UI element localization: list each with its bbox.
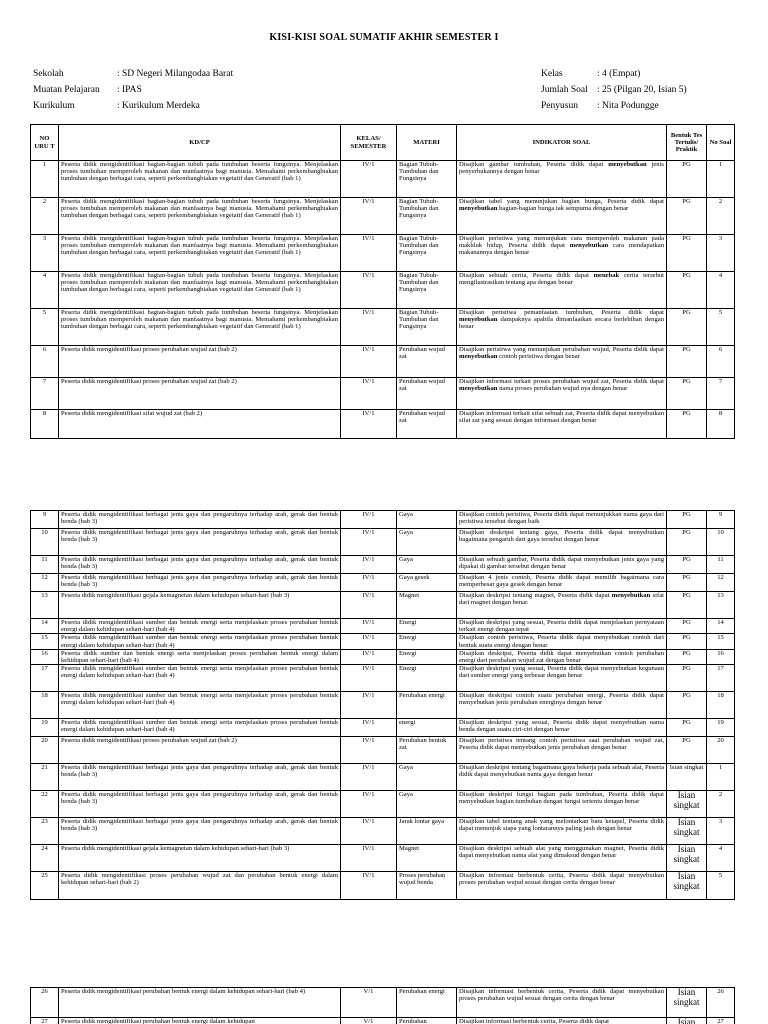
cell-indikator bbox=[457, 634, 667, 649]
cell-bentuk: PG bbox=[667, 161, 707, 198]
cell-kelas: IV/1 bbox=[341, 556, 397, 574]
cell-no-urut: 13 bbox=[31, 592, 59, 619]
indikator-text: Disajikan deskripsi yang sesuai, Peserta didik dapat menyebutkan nama benda dengan suatu ciri-ciri dengan benar bbox=[459, 719, 664, 734]
cell-no-soal: 20 bbox=[707, 737, 735, 764]
cell-materi: Gaya bbox=[397, 764, 457, 791]
cell-bentuk: PG bbox=[667, 719, 707, 737]
cell-bentuk: PG bbox=[667, 235, 707, 272]
cell-no-urut: 19 bbox=[31, 719, 59, 737]
cell-kdcp: Peserta didik mengidentifikasi sumber dan bentuk energi serta menjelaskan proses perubahan bentuk energi dalam kehidupan sehari-hari (bab 4) bbox=[59, 665, 341, 692]
info-row-kurikulum bbox=[33, 98, 233, 114]
cell-materi: Magnet bbox=[397, 845, 457, 872]
cell-kdcp: Peserta didik mengidentifikasi sumber dan bentuk energi serta menjelaskan proses perubahan bentuk energi dalam kehidupan sehari-hari (bab 4) bbox=[59, 719, 341, 737]
cell-bentuk: Isian singkat bbox=[667, 872, 707, 900]
cell-bentuk: Isian bbox=[667, 1018, 707, 1024]
cell-indikator bbox=[457, 988, 667, 1018]
cell-kelas: IV/1 bbox=[341, 649, 397, 664]
cell-no-urut: 23 bbox=[31, 818, 59, 845]
cell-no-soal: 12 bbox=[707, 574, 735, 592]
table-row bbox=[31, 309, 735, 346]
cell-kelas: IV/1 bbox=[341, 511, 397, 529]
cell-bentuk: PG bbox=[667, 529, 707, 556]
indikator-text: Disajikan gambar tumbuhan, Peserta didik dapat bbox=[459, 161, 609, 168]
cell-no-soal: 16 bbox=[707, 649, 735, 664]
cell-bentuk: PG bbox=[667, 634, 707, 649]
indikator-text: Disajikan informasi berbentuk cerita, Peserta didik dapat bbox=[459, 1018, 609, 1024]
cell-indikator bbox=[457, 556, 667, 574]
cell-materi: Perubahan wujud zat bbox=[397, 346, 457, 378]
cell-kdcp: Peserta didik mengidentifikasi bagian-bagian tubuh pada tumbuhan beserta fungsinya. Menjelaskan proses tumbuhan memperoleh makanan dan manfaatnya bagi manusia. Memahami perkembangbiakan tumbuhan dengan berbagai cara, seperti perkembangbiakan vegetatif dan Generatif (bab 1) bbox=[59, 235, 341, 272]
cell-kdcp: Peserta didik mengidentifikasi sifat wujud zat (bab 2) bbox=[59, 410, 341, 439]
cell-indikator bbox=[457, 845, 667, 872]
cell-materi: Bagian Tubuh-Tumbuhan dan Fungsinya bbox=[397, 309, 457, 346]
indikator-text: nama proses perubahan wujud nya dengan benar bbox=[497, 385, 628, 393]
cell-no-urut: 24 bbox=[31, 845, 59, 872]
indikator-text: Disajikan tabel tentang anak yang melontarkan batu ketapel, Peserta didik dapat menunjuk siapa yang lontarannya paling jauh dengan benar bbox=[459, 818, 664, 833]
cell-no-urut: 6 bbox=[31, 346, 59, 378]
cell-no-soal: 11 bbox=[707, 556, 735, 574]
indikator-text: bagian-bagian bunga tak sempurna dengan benar bbox=[497, 205, 629, 213]
cell-indikator bbox=[457, 346, 667, 378]
cell-kdcp: Peserta didik mengidentifikasi sumber dan bentuk energi serta menjelaskan proses perubahan bentuk energi dalam kehidupan sehari-hari (bab 4) bbox=[59, 619, 341, 634]
cell-materi: Perubahan wujud zat bbox=[397, 410, 457, 439]
cell-materi: Jarak lontar gaya bbox=[397, 818, 457, 845]
indikator-text: cerita tersebut mengilustrasikan tentang apa dengan benar bbox=[459, 272, 665, 287]
info-value: : Kurikulum Merdeka bbox=[117, 101, 200, 111]
cell-kelas: IV/1 bbox=[341, 309, 397, 346]
cell-materi: Bagian Tubuh-Tumbuhan dan Fungsinya bbox=[397, 198, 457, 235]
cell-materi: Energi bbox=[397, 634, 457, 649]
table-row bbox=[31, 791, 735, 818]
cell-kelas: IV/1 bbox=[341, 161, 397, 198]
cell-kelas: IV/1 bbox=[341, 692, 397, 719]
cell-no-urut: 26 bbox=[31, 988, 59, 1018]
cell-indikator bbox=[457, 619, 667, 634]
cell-indikator bbox=[457, 511, 667, 529]
table-row bbox=[31, 511, 735, 529]
indikator-text: Disajikan informasi terkait proses perubahan wujud zat, Peserta didik dapat bbox=[459, 378, 664, 385]
cell-indikator bbox=[457, 592, 667, 619]
indikator-keyword: menyebutkan bbox=[459, 385, 498, 393]
cell-indikator bbox=[457, 764, 667, 791]
indikator-text: Disajikan peristiwa tentang contoh peristiwa saat perubahan wujud zat, Peserta didik dapat menyebutkan jenis perubahan dengan benar bbox=[459, 737, 664, 752]
cell-indikator bbox=[457, 574, 667, 592]
indikator-text: Disajikan deskripsi tentang bagaimana gaya bekerja pada sebuah alat, Peserta didik dapat menyebutkan nama gaya dengan benar bbox=[459, 764, 664, 779]
cell-kelas: IV/1 bbox=[341, 818, 397, 845]
cell-kdcp: Peserta didik mengidentifikasi perubahan bentuk energi dalam kehidupan sehari-hari (bab 4) bbox=[59, 988, 341, 1018]
cell-no-urut: 11 bbox=[31, 556, 59, 574]
cell-no-soal: 26 bbox=[707, 988, 735, 1018]
info-value: : Nita Podungge bbox=[597, 101, 659, 111]
table-row bbox=[31, 161, 735, 198]
cell-materi: Gaya bbox=[397, 529, 457, 556]
cell-kdcp: Peserta didik mengidentifikasi sumber dan bentuk energi serta menjelaskan proses perubahan bentuk energi dalam kehidupan sehari-hari (bab 4) bbox=[59, 692, 341, 719]
table-row bbox=[31, 529, 735, 556]
info-left bbox=[33, 66, 233, 114]
cell-no-soal: 27 bbox=[707, 1018, 735, 1024]
cell-indikator bbox=[457, 198, 667, 235]
cell-bentuk: PG bbox=[667, 649, 707, 664]
indikator-text: contoh peristiwa dengan benar bbox=[497, 353, 580, 361]
header-materi: MATERI bbox=[397, 125, 457, 161]
cell-materi: Bagian Tubuh-Tumbuhan dan Fungsinya bbox=[397, 161, 457, 198]
cell-kelas: IV/1 bbox=[341, 574, 397, 592]
cell-no-urut: 7 bbox=[31, 378, 59, 410]
info-row-jumlah-soal bbox=[541, 82, 687, 98]
table-row bbox=[31, 1018, 735, 1024]
indikator-text: Disajikan contoh peristiwa, Peserta didik dapat menyebutkan contoh dari bentuk suatu energi dengan benar bbox=[459, 634, 664, 649]
table-row bbox=[31, 619, 735, 634]
cell-indikator bbox=[457, 378, 667, 410]
indikator-keyword: menyebutkan bbox=[459, 353, 498, 361]
cell-kelas: IV/1 bbox=[341, 410, 397, 439]
indikator-text: Disajikan deskripsi fungsi bagian pada tumbuhan, Peserta didik dapat menyebutkan bagian tumbuhan dengan fungsi tertentu dengan benar bbox=[459, 791, 664, 806]
cell-materi: Proses perubahan wujud benda bbox=[397, 872, 457, 900]
indikator-text: Disajikan deskripsi tentang magnet, Peserta didik dapat bbox=[459, 592, 612, 599]
cell-materi: Gaya bbox=[397, 791, 457, 818]
cell-no-urut: 20 bbox=[31, 737, 59, 764]
cell-indikator bbox=[457, 649, 667, 664]
cell-kelas: IV/1 bbox=[341, 634, 397, 649]
table-row bbox=[31, 845, 735, 872]
table-row bbox=[31, 235, 735, 272]
cell-bentuk: Isian singkat bbox=[667, 791, 707, 818]
cell-kdcp: Peserta didik mengidentifikasi berbagai jenis gaya dan pengaruhnya terhadap arah, gerak dan bentuk benda (bab 3) bbox=[59, 764, 341, 791]
cell-bentuk: PG bbox=[667, 592, 707, 619]
cell-bentuk: PG bbox=[667, 737, 707, 764]
cell-kelas: IV/1 bbox=[341, 592, 397, 619]
table-row bbox=[31, 692, 735, 719]
indikator-text: Disajikan deskripsi sebuah alat yang menggunakan magnet, Peserta didik dapat menyebutkan nama alat yang dimaksud dengan benar bbox=[459, 845, 664, 860]
indikator-keyword: menyebutkan bbox=[459, 205, 498, 213]
cell-kelas: IV/1 bbox=[341, 619, 397, 634]
indikator-text: Disajikan deskripsi yang sesuai, Peserta didik dapat menjelaskan pernyataan terkait energi dengan tepat bbox=[459, 619, 664, 634]
cell-bentuk: PG bbox=[667, 272, 707, 309]
kisi-table-part-1 bbox=[30, 124, 735, 439]
cell-materi: Perubahan bentuk zat bbox=[397, 737, 457, 764]
cell-no-urut: 21 bbox=[31, 764, 59, 791]
cell-no-soal: 7 bbox=[707, 378, 735, 410]
cell-materi: Gaya gesek bbox=[397, 574, 457, 592]
document-title: KISI-KISI SOAL SUMATIF AKHIR SEMESTER I bbox=[269, 32, 499, 43]
cell-no-urut: 17 bbox=[31, 665, 59, 692]
cell-bentuk: PG bbox=[667, 346, 707, 378]
table-row bbox=[31, 872, 735, 900]
cell-indikator bbox=[457, 235, 667, 272]
table-row bbox=[31, 665, 735, 692]
indikator-keyword: menyebutkan bbox=[611, 592, 651, 599]
cell-no-soal: 10 bbox=[707, 529, 735, 556]
info-label: Kelas bbox=[541, 69, 563, 79]
cell-kdcp: Peserta didik mengidentifikasi berbagai jenis gaya dan pengaruhnya terhadap arah, gerak dan bentuk benda (bab 3) bbox=[59, 556, 341, 574]
kisi-table-part-2 bbox=[30, 510, 735, 900]
cell-bentuk: Isian singkat bbox=[667, 988, 707, 1018]
cell-materi: Energi bbox=[397, 619, 457, 634]
cell-indikator bbox=[457, 1018, 667, 1024]
table-row bbox=[31, 410, 735, 439]
cell-no-urut: 14 bbox=[31, 619, 59, 634]
cell-kdcp: Peserta didik mengidentifikasi perubahan bentuk energi dalam kehidupan bbox=[59, 1018, 341, 1024]
cell-no-soal: 14 bbox=[707, 619, 735, 634]
indikator-text: Disajikan deskripsi tentang gaya, Peserta didik dapat menyebutkan bagaimana pengaruh dari gaya tersebut dengan benar bbox=[459, 529, 664, 544]
cell-materi: Energi bbox=[397, 649, 457, 664]
indikator-text: Disajikan sebuah gambar, Peserta didik dapat menyebutkan jenis gaya yang dipakai di gambar tersebut dengan benar bbox=[459, 556, 664, 571]
cell-no-urut: 9 bbox=[31, 511, 59, 529]
header-indikator: INDIKATOR SOAL bbox=[457, 125, 667, 161]
cell-bentuk: PG bbox=[667, 410, 707, 439]
cell-kelas: IV/1 bbox=[341, 272, 397, 309]
cell-kdcp: Peserta didik mengidentifikasi berbagai jenis gaya dan pengaruhnya terhadap arah, gerak dan bentuk benda (bab 3) bbox=[59, 791, 341, 818]
indikator-text: jenis penyerbukannya dengan benar bbox=[459, 161, 664, 176]
cell-no-urut: 8 bbox=[31, 410, 59, 439]
cell-no-soal: 4 bbox=[707, 845, 735, 872]
indikator-text: Disajikan deskripsi, Peserta didik dapat menyebutkan contoh perubahan energi dari perubahan wujud zat dengan benar bbox=[459, 649, 664, 665]
table-row bbox=[31, 574, 735, 592]
indikator-text: sifat dari magnet dengan benar. bbox=[459, 592, 664, 607]
cell-indikator bbox=[457, 719, 667, 737]
cell-kdcp: Peserta didik mengidentifikasi bagian-bagian tubuh pada tumbuhan beserta fungsinya. Menjelaskan proses tumbuhan memperoleh makanan dan manfaatnya bagi manusia. Memahami perkembangbiakan tumbuhan dengan berbagai cara, seperti perkembangbiakan vegetatif dan Generatif (bab 1) bbox=[59, 272, 341, 309]
cell-indikator bbox=[457, 818, 667, 845]
indikator-keyword: menyebutkan bbox=[569, 242, 609, 250]
cell-bentuk: PG bbox=[667, 574, 707, 592]
cell-indikator bbox=[457, 791, 667, 818]
indikator-text: dampaknya apabila dimanfaatkan secara berlebihan dengan benar bbox=[459, 316, 664, 331]
header-no-soal: No Soal bbox=[707, 125, 735, 161]
cell-no-urut: 22 bbox=[31, 791, 59, 818]
cell-kelas: IV/1 bbox=[341, 719, 397, 737]
cell-kelas: V/1 bbox=[341, 1018, 397, 1024]
cell-kelas: IV/1 bbox=[341, 198, 397, 235]
cell-no-urut: 1 bbox=[31, 161, 59, 198]
info-value: : 4 (Empat) bbox=[597, 69, 641, 79]
kisi-table-part-3 bbox=[30, 987, 735, 1024]
cell-kdcp: Peserta didik mengidentifikasi bagian-bagian tubuh pada tumbuhan beserta fungsinya. Menjelaskan proses tumbuhan memperoleh makanan dan manfaatnya bagi manusia. Memahami perkembangbiakan tumbuhan dengan berbagai cara, seperti perkembangbiakan vegetatif dan Generatif (bab 1) bbox=[59, 309, 341, 346]
cell-indikator bbox=[457, 737, 667, 764]
cell-no-soal: 17 bbox=[707, 665, 735, 692]
cell-no-soal: 5 bbox=[707, 872, 735, 900]
cell-indikator bbox=[457, 161, 667, 198]
cell-kelas: V/1 bbox=[341, 988, 397, 1018]
cell-materi: Magnet bbox=[397, 592, 457, 619]
cell-bentuk: PG bbox=[667, 665, 707, 692]
indikator-text: Disajikan peristiwa yang menunjukan perubahan wujud, Peserta didik dapat bbox=[459, 346, 664, 353]
cell-no-soal: 2 bbox=[707, 791, 735, 818]
cell-no-urut: 12 bbox=[31, 574, 59, 592]
cell-no-urut: 16 bbox=[31, 649, 59, 664]
indikator-text: Disajikan tabel yang menunjukan bagian bunga, Peserta didik dapat bbox=[459, 198, 664, 205]
cell-kdcp: Peserta didik mengidentifikasi gejala kemagnetan dalam kehidupan sehari-hari (bab 3) bbox=[59, 845, 341, 872]
cell-kdcp: Peserta didik mengidentifikasi proses perubahan wujud zat (bab 2) bbox=[59, 346, 341, 378]
cell-materi: Perubahan wujud zat bbox=[397, 378, 457, 410]
info-row-sekolah bbox=[33, 66, 233, 82]
indikator-keyword: menyebutkan bbox=[608, 161, 647, 168]
cell-materi: Perubahan energi bbox=[397, 988, 457, 1018]
cell-kdcp: Peserta didik mengidentifikasi berbagai jenis gaya dan pengaruhnya terhadap arah, gerak dan bentuk benda (bab 3) bbox=[59, 529, 341, 556]
header-kelas: KELAS/ SEMESTER bbox=[341, 125, 397, 161]
table-row bbox=[31, 198, 735, 235]
cell-no-soal: 13 bbox=[707, 592, 735, 619]
cell-materi: Perubahan energi bbox=[397, 692, 457, 719]
cell-no-soal: 2 bbox=[707, 198, 735, 235]
cell-kdcp: Peserta didik mengidentifikasi proses perubahan wujud zat (bab 2) bbox=[59, 737, 341, 764]
cell-kdcp: Peserta didik mengidentifikasi bagian-bagian tubuh pada tumbuhan beserta fungsinya. Menjelaskan proses tumbuhan memperoleh makanan dan manfaatnya bagi manusia. Memahami perkembangbiakan tumbuhan dengan berbagai cara, seperti perkembangbiakan vegetatif dan Generatif (bab 1) bbox=[59, 161, 341, 198]
cell-no-urut: 10 bbox=[31, 529, 59, 556]
cell-bentuk: PG bbox=[667, 378, 707, 410]
cell-no-urut: 5 bbox=[31, 309, 59, 346]
info-row-kelas bbox=[541, 66, 687, 82]
indikator-text: Disajikan informasi terkait sifat sebuah zat, Peserta didik dapat menyebutkan sifat zat yang sesuai dengan informasi dengan benar bbox=[459, 410, 664, 425]
cell-kdcp: Peserta didik mengidentifikasi proses perubahan wujud zat dan perubahan bentuk energi dalam kehidupan sehari-hari (bab 2) bbox=[59, 872, 341, 900]
cell-kdcp: Peserta didik mengidentifikasi proses perubahan wujud zat (bab 2) bbox=[59, 378, 341, 410]
info-right bbox=[541, 66, 687, 114]
cell-kelas: IV/1 bbox=[341, 791, 397, 818]
cell-indikator bbox=[457, 529, 667, 556]
info-label: Muatan Pelajaran bbox=[33, 85, 100, 95]
table-row bbox=[31, 346, 735, 378]
cell-materi: Bagian Tubuh-Tumbuhan dan Fungsinya bbox=[397, 235, 457, 272]
cell-indikator bbox=[457, 272, 667, 309]
cell-no-urut: 15 bbox=[31, 634, 59, 649]
cell-kdcp: Peserta didik mengidentifikasi berbagai jenis gaya dan pengaruhnya terhadap arah, gerak dan bentuk benda (bab 3) bbox=[59, 818, 341, 845]
indikator-text: Disajikan contoh peristiwa, Peserta didik dapat menunjukkan nama gaya dari peristiwa tersebut dengan baik bbox=[459, 511, 664, 526]
cell-kdcp: Peserta didik mengidentifikasi berbagai jenis gaya dan pengaruhnya terhadap arah, gerak dan bentuk benda (bab 3) bbox=[59, 511, 341, 529]
table-header-row bbox=[31, 125, 735, 161]
info-label: Kurikulum bbox=[33, 101, 75, 111]
indikator-text: Disajikan deskripsi yang sesuai, Peserta didik dapat menyebutkan kegunaan dari sumber energi yang terbesar dengan benar bbox=[459, 665, 664, 680]
indikator-text: Disajikan peristiwa yang menunjukan cara memperoleh makanan pada makhluk hidup, Peserta didik dapat bbox=[459, 235, 664, 250]
cell-kelas: IV/1 bbox=[341, 872, 397, 900]
cell-kelas: IV/1 bbox=[341, 378, 397, 410]
cell-indikator bbox=[457, 309, 667, 346]
indikator-text: cara mendapatkan makanannya dengan benar bbox=[459, 242, 664, 257]
info-value: : SD Negeri Milangodaa Barat bbox=[117, 69, 234, 79]
cell-no-soal: 3 bbox=[707, 818, 735, 845]
indikator-text: Disajikan informasi berbentuk cerita, Peserta didik dapat menyebutkan proses perubahan wujud sesuai dengan cerita dengan benar bbox=[459, 988, 664, 1003]
cell-materi: Gaya bbox=[397, 556, 457, 574]
indikator-keyword: menebak bbox=[593, 272, 620, 279]
indikator-text: Disajikan 4 jenis contoh, Peserta didik dapat memilih bagaimana cara memperbesar gaya gesek dengan benar bbox=[459, 574, 664, 589]
table-row bbox=[31, 818, 735, 845]
cell-kelas: IV/1 bbox=[341, 737, 397, 764]
cell-bentuk: Isian singkat bbox=[667, 845, 707, 872]
cell-indikator bbox=[457, 410, 667, 439]
cell-no-soal: 5 bbox=[707, 309, 735, 346]
table-row bbox=[31, 764, 735, 791]
cell-no-soal: 3 bbox=[707, 235, 735, 272]
cell-no-soal: 1 bbox=[707, 161, 735, 198]
cell-no-soal: 9 bbox=[707, 511, 735, 529]
cell-no-soal: 8 bbox=[707, 410, 735, 439]
cell-no-urut: 25 bbox=[31, 872, 59, 900]
cell-bentuk: PG bbox=[667, 198, 707, 235]
cell-materi: energi bbox=[397, 719, 457, 737]
cell-no-urut: 4 bbox=[31, 272, 59, 309]
cell-bentuk: PG bbox=[667, 309, 707, 346]
cell-no-urut: 18 bbox=[31, 692, 59, 719]
cell-kelas: IV/1 bbox=[341, 665, 397, 692]
info-label: Penyusun bbox=[541, 101, 578, 111]
table-row bbox=[31, 649, 735, 664]
cell-kdcp: Peserta didik mengidentifikasi sumber dan bentuk energi serta menjelaskan proses perubahan bentuk energi dalam kehidupan sehari-hari (bab 4) bbox=[59, 634, 341, 649]
cell-materi: Perubahan bbox=[397, 1018, 457, 1024]
cell-kelas: IV/1 bbox=[341, 529, 397, 556]
cell-indikator bbox=[457, 692, 667, 719]
cell-bentuk: Isian singkat bbox=[667, 764, 707, 791]
info-value: : IPAS bbox=[117, 85, 142, 95]
header-no-urut: NO URU T bbox=[31, 125, 59, 161]
cell-kdcp: Peserta didik mengidentifikasi berbagai jenis gaya dan pengaruhnya terhadap arah, gerak dan bentuk benda (bab 3) bbox=[59, 574, 341, 592]
cell-bentuk: PG bbox=[667, 619, 707, 634]
indikator-keyword: menyebutkan bbox=[459, 316, 498, 324]
cell-no-soal: 18 bbox=[707, 692, 735, 719]
info-label: Jumlah Soal bbox=[541, 85, 588, 95]
cell-materi: Energi bbox=[397, 665, 457, 692]
cell-bentuk: PG bbox=[667, 692, 707, 719]
cell-kdcp: Peserta didik mengidentifikasi gejala kemagnetan dalam kehidupan sehari-hari (bab 3) bbox=[59, 592, 341, 619]
info-label: Sekolah bbox=[33, 69, 64, 79]
cell-kelas: IV/1 bbox=[341, 346, 397, 378]
info-row-muatan bbox=[33, 82, 233, 98]
table-row bbox=[31, 556, 735, 574]
cell-indikator bbox=[457, 872, 667, 900]
table-row bbox=[31, 737, 735, 764]
indikator-text: Disajikan sebuah cerita, Peserta didik dapat bbox=[459, 272, 594, 279]
table-row bbox=[31, 272, 735, 309]
cell-no-soal: 1 bbox=[707, 764, 735, 791]
cell-bentuk: PG bbox=[667, 556, 707, 574]
cell-kelas: IV/1 bbox=[341, 845, 397, 872]
cell-indikator bbox=[457, 665, 667, 692]
header-kdcp: KD/CP bbox=[59, 125, 341, 161]
indikator-text: Disajikan peristiwa pemanfaatan tumbuhan, Peserta didik dapat bbox=[459, 309, 664, 316]
cell-materi: Gaya bbox=[397, 511, 457, 529]
cell-no-soal: 4 bbox=[707, 272, 735, 309]
cell-bentuk: PG bbox=[667, 511, 707, 529]
table-row bbox=[31, 592, 735, 619]
table-row bbox=[31, 988, 735, 1018]
table-row bbox=[31, 719, 735, 737]
info-row-penyusun bbox=[541, 98, 687, 114]
cell-kdcp: Peserta didik sumber dan bentuk energi serta menjelaskan proses perubahan bentuk energi dalam kehidupan sehari-hari (bab 4) bbox=[59, 649, 341, 664]
cell-no-soal: 19 bbox=[707, 719, 735, 737]
cell-kelas: IV/1 bbox=[341, 764, 397, 791]
cell-bentuk: Isian singkat bbox=[667, 818, 707, 845]
indikator-text: Disajikan deskripsi contoh suatu perubahan energi, Peserta didik dapat menyebutkan jenis perubahan energinya dengan benar bbox=[459, 692, 664, 707]
cell-no-urut: 3 bbox=[31, 235, 59, 272]
cell-materi: Bagian Tubuh-Tumbuhan dan Fungsinya bbox=[397, 272, 457, 309]
header-bentuk: Bentuk Tes Tertulis/ Praktik bbox=[667, 125, 707, 161]
cell-no-urut: 27 bbox=[31, 1018, 59, 1024]
cell-kdcp: Peserta didik mengidentifikasi bagian-bagian tubuh pada tumbuhan beserta fungsinya. Menjelaskan proses tumbuhan memperoleh makanan dan manfaatnya bagi manusia. Memahami perkembangbiakan tumbuhan dengan berbagai cara, seperti perkembangbiakan vegetatif dan Generatif (bab 1) bbox=[59, 198, 341, 235]
indikator-text: Disajikan informasi berbentuk cerita, Peserta didik dapat menyebutkan proses perubahan wujud sesuai dengan cerita dengan benar bbox=[459, 872, 664, 887]
info-value: : 25 (Pilgan 20, Isian 5) bbox=[597, 85, 687, 95]
cell-no-soal: 6 bbox=[707, 346, 735, 378]
table-row bbox=[31, 378, 735, 410]
cell-no-soal: 15 bbox=[707, 634, 735, 649]
table-row bbox=[31, 634, 735, 649]
cell-kelas: IV/1 bbox=[341, 235, 397, 272]
cell-no-urut: 2 bbox=[31, 198, 59, 235]
